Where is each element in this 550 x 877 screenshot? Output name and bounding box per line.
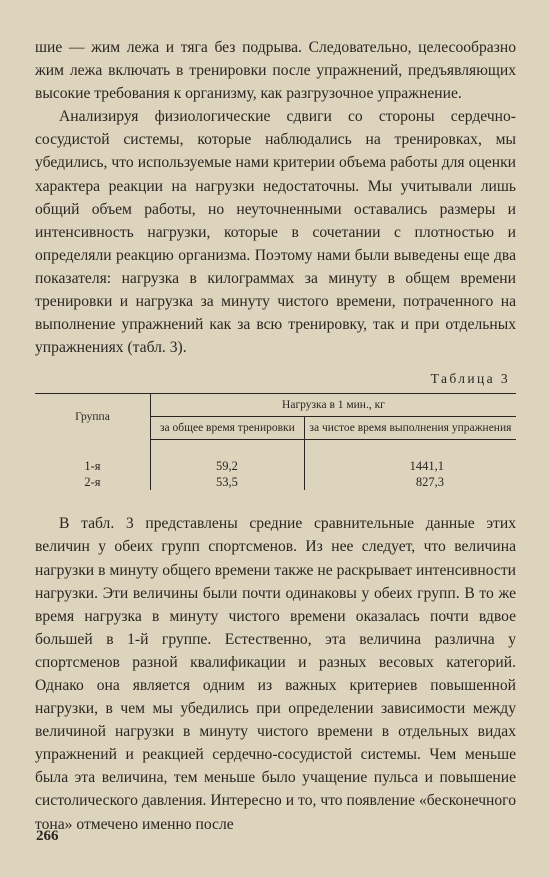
header-total-time: за общее время тренировки — [150, 417, 304, 440]
table-row — [35, 458, 516, 474]
paragraph-2: Анализируя физиологические сдвиги со стороны сердечно-сосудистой системы, которые наблюдались на тренировках, мы убедились, что используемые нами критерии объема работы для оценки характера реакции на нагрузки недостаточны. Мы учитывали лишь общий объем работы, но неуточненными оставались размеры и интенсивность нагрузки, которые в сочетании с плотностью и определяли реакцию организма. Поэтому нами были выведены еще два показателя: нагрузка в килограммах за минуту в общем времени тренировки и нагрузка за минуту чистого времени, потраченного на выполнение упражнений как за всю тренировку, так и при отдельных упражнениях (табл. 3). — [35, 108, 516, 357]
spacer-cell — [35, 440, 150, 459]
row-total: 53,5 — [150, 474, 304, 490]
load-table — [35, 393, 516, 490]
paragraph-1: шие — жим лежа и тяга без подрыва. Следовательно, целесообразно жим лежа включать в тренировки после упражнений, предъявляющих высокие требования к организму, как разгрузочное упражнение. — [35, 39, 516, 103]
row-net: 827,3 — [304, 474, 516, 490]
page-number: 266 — [36, 828, 59, 844]
spacer-cell — [150, 440, 304, 459]
table-caption: Таблица 3 — [430, 371, 510, 387]
row-group: 1-я — [84, 459, 101, 474]
table-row — [35, 474, 516, 490]
header-group: Группа — [75, 411, 110, 424]
paragraph-3: В табл. 3 представлены средние сравнительные данные этих величин у обеих групп спортсменов. Из нее следует, что величина нагрузки в минуту общего времени также не раскрывает интенсивности нагрузки. Эти величины были почти одинаковы у обеих групп. В то же время нагрузка в минуту чистого времени оказалась почти вдвое большей в 1-й группе. Естественно, эта величина различна у спортсменов разной квалификации и разных весовых категорий. Однако она является одним из важных критериев повышенной нагрузки, в чем мы убедились при определении зависимости между величиной нагрузки в минуту чистого времени в отдельных видах упражнений и реакцией сердечно-сосудистой системы. Чем меньше была эта величина, тем меньше было учащение пульса и повышение систолического давления. Интересно и то, что появление «бесконечного тона» отмечено именно после — [35, 515, 516, 833]
header-load: Нагрузка в 1 мин., кг — [150, 394, 516, 417]
row-group: 2-я — [84, 475, 101, 490]
row-total: 59,2 — [150, 458, 304, 474]
header-net-time: за чистое время выполнения упражнения — [304, 417, 516, 440]
spacer-cell — [304, 440, 516, 459]
row-net: 1441,1 — [304, 458, 516, 474]
